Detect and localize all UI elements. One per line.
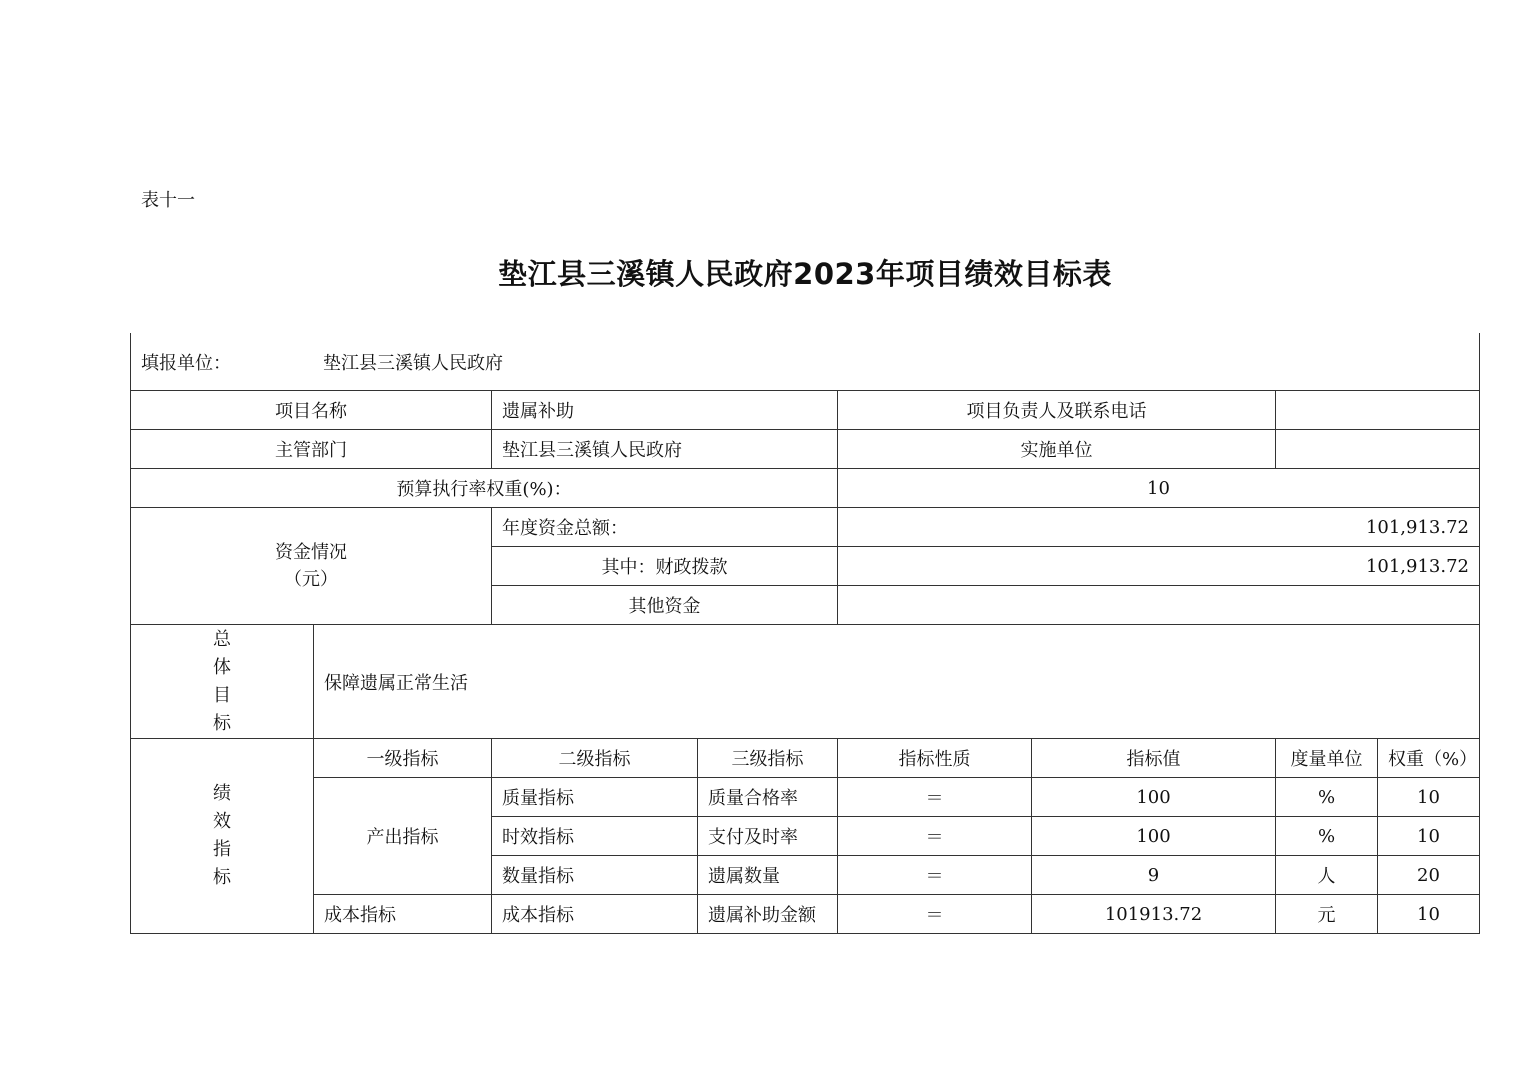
header-weight: 权重（%） bbox=[1378, 739, 1480, 778]
weight-cell: 10 bbox=[1378, 778, 1480, 817]
weight-cell: 10 bbox=[1378, 817, 1480, 856]
level3-cell: 质量合格率 bbox=[698, 778, 838, 817]
unit-cell: % bbox=[1276, 817, 1378, 856]
dept-value: 垫江县三溪镇人民政府 bbox=[492, 430, 838, 469]
annual-total-row bbox=[131, 508, 1480, 547]
document-title: 垫江县三溪镇人民政府2023年项目绩效目标表 bbox=[498, 257, 1112, 291]
fill-unit-label: 填报单位： bbox=[141, 352, 231, 374]
perf-label-char: 效 bbox=[213, 811, 231, 832]
annual-total-label: 年度资金总额： bbox=[492, 508, 838, 547]
value-cell: 100 bbox=[1032, 778, 1276, 817]
cost-nature-cell: ＝ bbox=[838, 895, 1032, 934]
fiscal-value: 101,913.72 bbox=[838, 547, 1480, 586]
header-unit: 度量单位 bbox=[1276, 739, 1378, 778]
funds-label-line1: 资金情况 bbox=[275, 542, 347, 563]
level2-cell: 时效指标 bbox=[492, 817, 698, 856]
perf-label-char: 指 bbox=[213, 839, 231, 860]
cost-weight-cell: 10 bbox=[1378, 895, 1480, 934]
cost-indicator-row bbox=[131, 895, 1480, 934]
project-name-value: 遗属补助 bbox=[492, 391, 838, 430]
goal-label-char: 体 bbox=[213, 656, 231, 678]
perf-indicator-label bbox=[131, 739, 314, 934]
contact-value bbox=[1276, 391, 1480, 430]
other-funds-value bbox=[838, 586, 1480, 625]
table-number-label: 表十一 bbox=[141, 190, 195, 211]
budget-weight-row bbox=[131, 469, 1480, 508]
overall-goal-label bbox=[131, 625, 314, 739]
value-cell: 100 bbox=[1032, 817, 1276, 856]
level3-cell: 支付及时率 bbox=[698, 817, 838, 856]
indicator-header-row bbox=[131, 739, 1480, 778]
table-row bbox=[131, 778, 1480, 817]
performance-target-table bbox=[130, 333, 1480, 934]
other-funds-label: 其他资金 bbox=[492, 586, 838, 625]
goal-label-char: 标 bbox=[213, 712, 231, 734]
cost-value-cell: 101913.72 bbox=[1032, 895, 1276, 934]
impl-value bbox=[1276, 430, 1480, 469]
fiscal-label: 其中：财政拨款 bbox=[492, 547, 838, 586]
overall-goal-row bbox=[131, 625, 1480, 739]
header-level1: 一级指标 bbox=[314, 739, 492, 778]
fill-unit-row bbox=[131, 333, 1480, 391]
perf-label-char: 标 bbox=[213, 867, 231, 888]
header-level3: 三级指标 bbox=[698, 739, 838, 778]
fill-unit-value: 垫江县三溪镇人民政府 bbox=[323, 352, 503, 374]
level3-cell: 遗属数量 bbox=[698, 856, 838, 895]
funds-label bbox=[131, 508, 492, 625]
weight-cell: 20 bbox=[1378, 856, 1480, 895]
header-level2: 二级指标 bbox=[492, 739, 698, 778]
fill-unit-cell bbox=[131, 333, 1480, 391]
contact-label: 项目负责人及联系电话 bbox=[838, 391, 1276, 430]
budget-weight-label: 预算执行率权重(%)： bbox=[131, 469, 838, 508]
budget-weight-value: 10 bbox=[838, 469, 1480, 508]
unit-cell: % bbox=[1276, 778, 1378, 817]
project-name-label: 项目名称 bbox=[131, 391, 492, 430]
cost-level1-cell: 成本指标 bbox=[314, 895, 492, 934]
output-indicator-group: 产出指标 bbox=[314, 778, 492, 895]
dept-label: 主管部门 bbox=[131, 430, 492, 469]
nature-cell: ＝ bbox=[838, 778, 1032, 817]
overall-goal-value: 保障遗属正常生活 bbox=[314, 625, 1480, 739]
cost-unit-cell: 元 bbox=[1276, 895, 1378, 934]
cost-level2-cell: 成本指标 bbox=[492, 895, 698, 934]
level2-cell: 质量指标 bbox=[492, 778, 698, 817]
funds-label-line2: （元） bbox=[284, 569, 338, 590]
department-row bbox=[131, 430, 1480, 469]
header-value: 指标值 bbox=[1032, 739, 1276, 778]
nature-cell: ＝ bbox=[838, 817, 1032, 856]
impl-label: 实施单位 bbox=[838, 430, 1276, 469]
value-cell: 9 bbox=[1032, 856, 1276, 895]
header-nature: 指标性质 bbox=[838, 739, 1032, 778]
cost-level3-cell: 遗属补助金额 bbox=[698, 895, 838, 934]
goal-label-char: 总 bbox=[213, 628, 231, 650]
goal-label-char: 目 bbox=[213, 684, 231, 706]
nature-cell: ＝ bbox=[838, 856, 1032, 895]
annual-total-value: 101,913.72 bbox=[838, 508, 1480, 547]
level2-cell: 数量指标 bbox=[492, 856, 698, 895]
unit-cell: 人 bbox=[1276, 856, 1378, 895]
project-name-row bbox=[131, 391, 1480, 430]
perf-label-char: 绩 bbox=[213, 783, 231, 804]
